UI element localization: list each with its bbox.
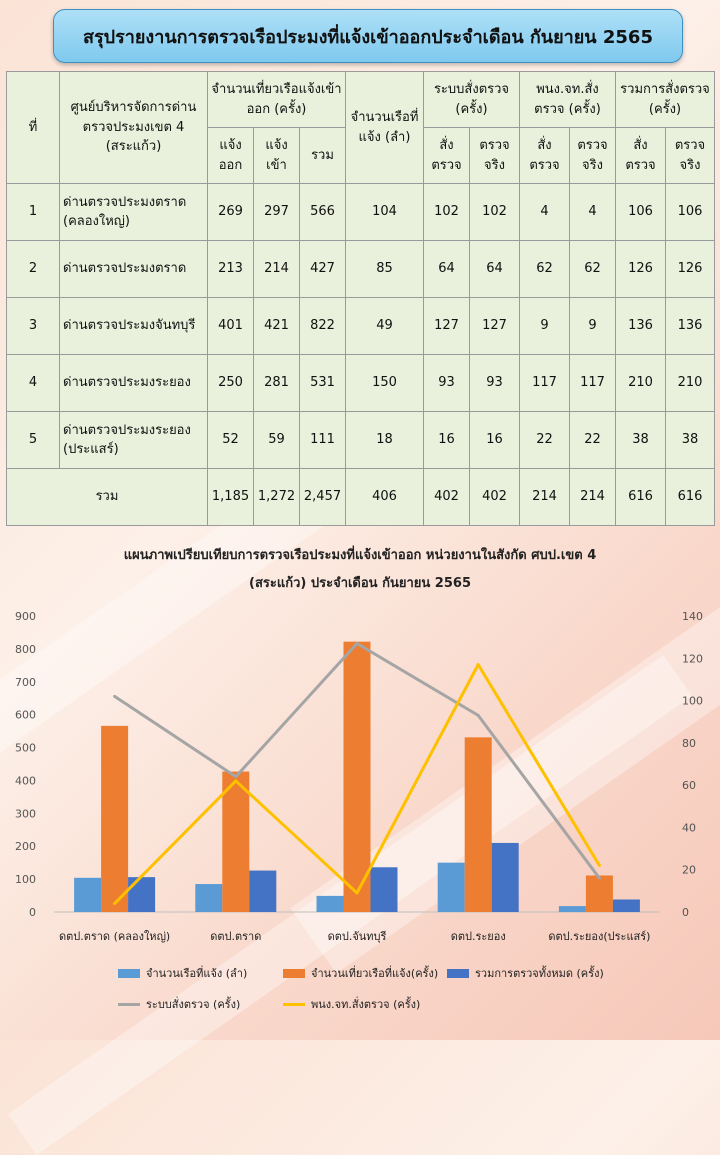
y-right-tick-label: 40 bbox=[682, 821, 696, 835]
chart-title-line2: (สระแก้ว) ประจำเดือน กันยายน 2565 bbox=[249, 576, 471, 591]
y-right-tick-label: 0 bbox=[682, 906, 689, 919]
header-pnj-actual: ตรวจจริง bbox=[570, 128, 616, 184]
row-cell-sum: 111 bbox=[300, 412, 346, 469]
row-cell-sys_o: 93 bbox=[424, 355, 470, 412]
combo-chart bbox=[0, 600, 720, 950]
report-table bbox=[6, 71, 715, 526]
header-pnj: พนง.จท.สั่งตรวจ (ครั้ง) bbox=[520, 72, 616, 128]
row-cell-t_o: 126 bbox=[616, 241, 666, 298]
total-row bbox=[7, 469, 715, 526]
total-cell: 1,272 bbox=[254, 469, 300, 526]
total-cell: 402 bbox=[470, 469, 520, 526]
row-cell-p_o: 62 bbox=[520, 241, 570, 298]
bar-0 bbox=[195, 884, 222, 912]
bar-1 bbox=[465, 737, 492, 912]
table-row bbox=[7, 355, 715, 412]
row-cell-out: 52 bbox=[208, 412, 254, 469]
header-out: แจ้งออก bbox=[208, 128, 254, 184]
table-row bbox=[7, 241, 715, 298]
row-cell-out: 269 bbox=[208, 184, 254, 241]
row-cell-sys_o: 64 bbox=[424, 241, 470, 298]
row-cell-sum: 822 bbox=[300, 298, 346, 355]
row-cell-sys_o: 127 bbox=[424, 298, 470, 355]
row-cell-sys_o: 16 bbox=[424, 412, 470, 469]
legend-item bbox=[118, 995, 240, 1013]
line-point bbox=[598, 864, 601, 867]
total-cell: 406 bbox=[346, 469, 424, 526]
row-center-name: ด่านตรวจประมงระยอง bbox=[60, 355, 208, 412]
row-center-name: ด่านตรวจประมงจันทบุรี bbox=[60, 298, 208, 355]
row-cell-vessels: 150 bbox=[346, 355, 424, 412]
x-category-label: ดตป.ตราด (คลองใหญ่) bbox=[58, 930, 171, 943]
row-cell-t_a: 126 bbox=[666, 241, 715, 298]
legend-item bbox=[283, 964, 438, 982]
line-point bbox=[477, 663, 480, 666]
line-point bbox=[356, 642, 359, 645]
row-cell-t_o: 106 bbox=[616, 184, 666, 241]
total-cell: 2,457 bbox=[300, 469, 346, 526]
table-row bbox=[7, 412, 715, 469]
legend-item bbox=[118, 964, 247, 982]
total-cell: 616 bbox=[666, 469, 715, 526]
row-cell-t_a: 136 bbox=[666, 298, 715, 355]
row-cell-p_o: 4 bbox=[520, 184, 570, 241]
line-point bbox=[234, 779, 237, 782]
header-center: ศูนย์บริหารจัดการด่านตรวจประมงเขต 4 (สระแก้ว) bbox=[60, 72, 208, 184]
y-left-tick-label: 100 bbox=[15, 873, 36, 887]
row-cell-p_a: 9 bbox=[570, 298, 616, 355]
y-left-tick-label: 500 bbox=[15, 741, 36, 755]
bar-0 bbox=[559, 906, 586, 912]
row-cell-out: 250 bbox=[208, 355, 254, 412]
row-cell-p_a: 62 bbox=[570, 241, 616, 298]
row-cell-p_a: 22 bbox=[570, 412, 616, 469]
header-sum: รวม bbox=[300, 128, 346, 184]
total-cell: 402 bbox=[424, 469, 470, 526]
header-sys-actual: ตรวจจริง bbox=[470, 128, 520, 184]
y-left-tick-label: 900 bbox=[15, 610, 36, 623]
y-right-tick-label: 140 bbox=[682, 610, 703, 623]
row-cell-vessels: 18 bbox=[346, 412, 424, 469]
header-pnj-ordered: สั่งตรวจ bbox=[520, 128, 570, 184]
row-cell-sum: 427 bbox=[300, 241, 346, 298]
y-left-tick-label: 400 bbox=[15, 774, 36, 788]
row-cell-sys_a: 64 bbox=[470, 241, 520, 298]
bar-2 bbox=[371, 867, 398, 912]
table-row bbox=[7, 184, 715, 241]
header-total-actual: ตรวจจริง bbox=[666, 128, 715, 184]
row-cell-in: 281 bbox=[254, 355, 300, 412]
row-cell-in: 59 bbox=[254, 412, 300, 469]
table-row bbox=[7, 298, 715, 355]
line-point bbox=[477, 714, 480, 717]
bar-0 bbox=[317, 896, 344, 912]
line-point bbox=[356, 891, 359, 894]
legend-swatch bbox=[118, 1003, 140, 1006]
header-no: ที่ bbox=[7, 72, 60, 184]
row-cell-p_o: 9 bbox=[520, 298, 570, 355]
row-cell-sum: 531 bbox=[300, 355, 346, 412]
row-cell-sum: 566 bbox=[300, 184, 346, 241]
line-point bbox=[113, 695, 116, 698]
legend-label: พนง.จท.สั่งตรวจ (ครั้ง) bbox=[311, 998, 421, 1011]
row-cell-p_o: 117 bbox=[520, 355, 570, 412]
line-point bbox=[113, 902, 116, 905]
row-center-name: ด่านตรวจประมงระยอง (ประแสร์) bbox=[60, 412, 208, 469]
row-cell-vessels: 49 bbox=[346, 298, 424, 355]
row-cell-vessels: 85 bbox=[346, 241, 424, 298]
line-point bbox=[234, 775, 237, 778]
x-category-label: ดตป.ตราด bbox=[210, 930, 262, 943]
y-right-tick-label: 20 bbox=[682, 863, 696, 877]
row-cell-t_o: 38 bbox=[616, 412, 666, 469]
row-cell-sys_a: 102 bbox=[470, 184, 520, 241]
row-number: 4 bbox=[7, 355, 60, 412]
row-number: 2 bbox=[7, 241, 60, 298]
row-cell-sys_a: 16 bbox=[470, 412, 520, 469]
row-cell-t_a: 38 bbox=[666, 412, 715, 469]
row-cell-out: 213 bbox=[208, 241, 254, 298]
y-right-tick-label: 80 bbox=[682, 736, 696, 750]
header-total-ordered: สั่งตรวจ bbox=[616, 128, 666, 184]
header-sys-ordered: สั่งตรวจ bbox=[424, 128, 470, 184]
bar-1 bbox=[222, 772, 249, 912]
legend-swatch bbox=[118, 969, 140, 978]
legend-label: ระบบสั่งตรวจ (ครั้ง) bbox=[146, 998, 241, 1011]
total-cell: 214 bbox=[570, 469, 616, 526]
row-cell-out: 401 bbox=[208, 298, 254, 355]
x-category-label: ดตป.ระยอง(ประแสร์) bbox=[548, 930, 651, 943]
row-cell-sys_a: 127 bbox=[470, 298, 520, 355]
row-cell-t_a: 106 bbox=[666, 184, 715, 241]
bar-1 bbox=[101, 726, 128, 912]
header-system: ระบบสั่งตรวจ (ครั้ง) bbox=[424, 72, 520, 128]
row-cell-t_a: 210 bbox=[666, 355, 715, 412]
row-number: 5 bbox=[7, 412, 60, 469]
legend-swatch bbox=[447, 969, 469, 978]
bar-2 bbox=[249, 871, 276, 912]
line-point bbox=[598, 877, 601, 880]
y-left-tick-label: 700 bbox=[15, 675, 36, 689]
y-left-tick-label: 300 bbox=[15, 807, 36, 821]
legend-label: รวมการตรวจทั้งหมด (ครั้ง) bbox=[475, 967, 604, 980]
x-category-label: ดตป.ระยอง bbox=[450, 930, 506, 943]
row-cell-in: 421 bbox=[254, 298, 300, 355]
bar-0 bbox=[74, 878, 101, 912]
row-cell-in: 297 bbox=[254, 184, 300, 241]
y-left-tick-label: 800 bbox=[15, 642, 36, 656]
legend-item bbox=[283, 995, 420, 1013]
bar-2 bbox=[128, 877, 155, 912]
total-cell: 616 bbox=[616, 469, 666, 526]
header-total-order: รวมการสั่งตรวจ (ครั้ง) bbox=[616, 72, 715, 128]
row-cell-p_a: 117 bbox=[570, 355, 616, 412]
y-right-tick-label: 100 bbox=[682, 694, 703, 708]
row-cell-t_o: 136 bbox=[616, 298, 666, 355]
bar-1 bbox=[586, 875, 613, 912]
bar-0 bbox=[438, 863, 465, 912]
header-vessels: จำนวนเรือที่แจ้ง (ลำ) bbox=[346, 72, 424, 184]
y-left-tick-label: 200 bbox=[15, 840, 36, 854]
legend-item bbox=[447, 964, 604, 982]
legend-label: จำนวนเที่ยวเรือที่แจ้ง(ครั้ง) bbox=[311, 967, 439, 980]
y-right-tick-label: 120 bbox=[682, 652, 703, 666]
row-number: 1 bbox=[7, 184, 60, 241]
row-number: 3 bbox=[7, 298, 60, 355]
row-cell-p_o: 22 bbox=[520, 412, 570, 469]
row-center-name: ด่านตรวจประมงตราด bbox=[60, 241, 208, 298]
total-cell: 214 bbox=[520, 469, 570, 526]
legend-label: จำนวนเรือที่แจ้ง (ลำ) bbox=[146, 967, 248, 980]
bar-2 bbox=[492, 843, 519, 912]
page-title: สรุปรายงานการตรวจเรือประมงที่แจ้งเข้าออกประจำเดือน กันยายน 2565 bbox=[53, 9, 683, 63]
row-cell-sys_a: 93 bbox=[470, 355, 520, 412]
legend-swatch bbox=[283, 1003, 305, 1006]
total-label: รวม bbox=[7, 469, 208, 526]
bar-1 bbox=[344, 642, 371, 912]
y-left-tick-label: 0 bbox=[29, 906, 36, 919]
y-right-tick-label: 60 bbox=[682, 779, 696, 793]
row-center-name: ด่านตรวจประมงตราด (คลองใหญ่) bbox=[60, 184, 208, 241]
total-cell: 1,185 bbox=[208, 469, 254, 526]
row-cell-vessels: 104 bbox=[346, 184, 424, 241]
row-cell-in: 214 bbox=[254, 241, 300, 298]
y-left-tick-label: 600 bbox=[15, 708, 36, 722]
row-cell-sys_o: 102 bbox=[424, 184, 470, 241]
header-trips: จำนวนเที่ยวเรือแจ้งเข้าออก (ครั้ง) bbox=[208, 72, 346, 128]
legend-swatch bbox=[283, 969, 305, 978]
chart-title-line1: แผนภาพเปรียบเทียบการตรวจเรือประมงที่แจ้งเข้าออก หน่วยงานในสังกัด ศบป.เขต 4 bbox=[123, 548, 597, 563]
bar-2 bbox=[613, 900, 640, 912]
header-in: แจ้งเข้า bbox=[254, 128, 300, 184]
row-cell-p_a: 4 bbox=[570, 184, 616, 241]
x-category-label: ดตป.จันทบุรี bbox=[327, 930, 387, 943]
row-cell-t_o: 210 bbox=[616, 355, 666, 412]
